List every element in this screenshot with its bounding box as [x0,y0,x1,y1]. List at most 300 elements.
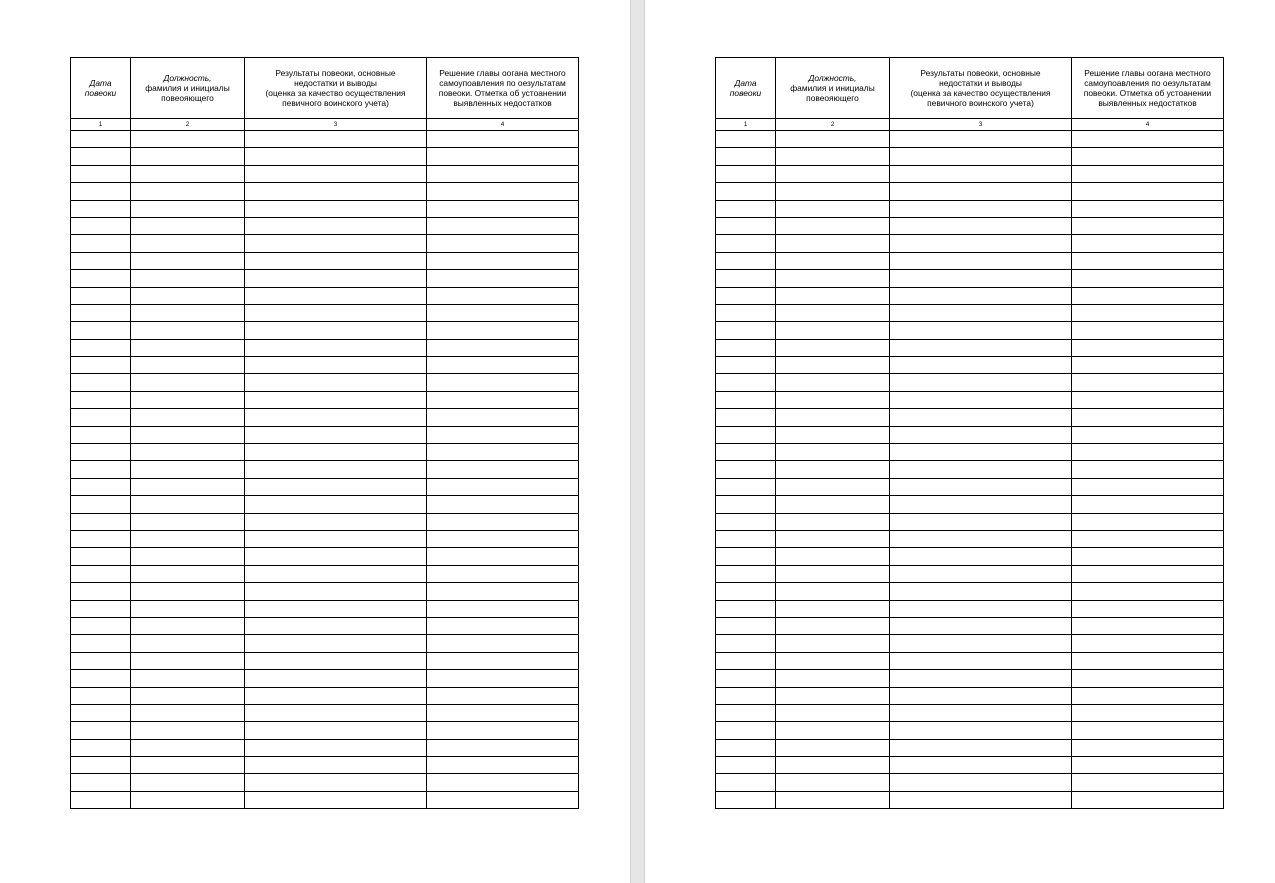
table-cell [245,722,427,739]
table-cell [245,739,427,756]
table-cell [1072,322,1224,339]
table-cell [71,791,131,808]
table-row [716,478,1224,495]
table-cell [131,530,245,547]
table-cell [776,322,890,339]
table-cell [131,687,245,704]
table-cell [1072,478,1224,495]
table-cell [71,270,131,287]
table-cell [716,478,776,495]
table-cell [776,148,890,165]
table-cell [776,687,890,704]
table-cell [427,200,579,217]
table-cell [245,496,427,513]
col-header-date: Дата повеоки [71,58,131,119]
table-cell [716,270,776,287]
table-cell [1072,739,1224,756]
table-cell [427,461,579,478]
table-cell [716,704,776,721]
table-row [716,148,1224,165]
table-cell [131,513,245,530]
table-cell [245,270,427,287]
table-cell [716,339,776,356]
col-header-inspector: Должность, фамилия и инициалы повеояющего [776,58,890,119]
table-row [716,235,1224,252]
table-row [71,148,579,165]
table-body [716,131,1224,809]
table-cell [245,791,427,808]
table-cell [716,530,776,547]
table-cell [1072,165,1224,182]
col-number: 3 [890,119,1072,131]
table-cell [131,426,245,443]
table-cell [427,739,579,756]
table-cell [1072,374,1224,391]
table-cell [427,270,579,287]
table-cell [131,444,245,461]
table-row [716,600,1224,617]
table-cell [890,722,1072,739]
table-row [71,565,579,582]
table-row [71,270,579,287]
table-cell [716,791,776,808]
table-cell [427,444,579,461]
table-cell [1072,722,1224,739]
table-cell [427,583,579,600]
table-cell [890,617,1072,634]
table-cell [716,757,776,774]
table-row [71,478,579,495]
inspection-log-table [715,57,1224,809]
document-page-left [0,0,630,883]
table-row [71,496,579,513]
table-cell [890,183,1072,200]
table-cell [131,774,245,791]
table-cell [890,322,1072,339]
table-cell [890,565,1072,582]
table-cell [890,426,1072,443]
table-cell [716,513,776,530]
table-cell [71,478,131,495]
table-cell [776,391,890,408]
table-cell [716,357,776,374]
document-page-right [645,0,1275,883]
table-cell [131,600,245,617]
table-cell [71,235,131,252]
table-row [716,704,1224,721]
table-cell [245,426,427,443]
table-cell [245,461,427,478]
table-cell [716,391,776,408]
table-cell [245,687,427,704]
table-cell [427,391,579,408]
col-number: 2 [131,119,245,131]
table-cell [131,617,245,634]
table-cell [245,200,427,217]
table-cell [890,513,1072,530]
table-cell [245,374,427,391]
table-cell [131,670,245,687]
table-cell [776,757,890,774]
table-cell [1072,252,1224,269]
table-cell [716,200,776,217]
table-row [716,791,1224,808]
table-cell [245,565,427,582]
table-cell [716,304,776,321]
table-cell [131,722,245,739]
table-row [716,635,1224,652]
table-cell [1072,391,1224,408]
header-row [716,58,1224,119]
table-cell [1072,426,1224,443]
table-cell [776,165,890,182]
table-row [716,304,1224,321]
table-cell [776,739,890,756]
table-cell [890,391,1072,408]
table-cell [776,670,890,687]
table-row [71,426,579,443]
table-row [71,131,579,148]
table-cell [1072,235,1224,252]
table-cell [245,583,427,600]
table-cell [427,687,579,704]
table-cell [890,165,1072,182]
table-row [71,357,579,374]
page-gutter [630,0,645,883]
table-cell [776,235,890,252]
table-cell [716,217,776,234]
table-cell [1072,704,1224,721]
table-cell [716,722,776,739]
table-cell [131,200,245,217]
table-cell [427,757,579,774]
table-cell [427,252,579,269]
table-cell [1072,148,1224,165]
col-number: 1 [71,119,131,131]
table-cell [131,183,245,200]
table-cell [245,652,427,669]
table-cell [1072,217,1224,234]
table-cell [890,583,1072,600]
table-cell [245,670,427,687]
table-body [71,131,579,809]
table-cell [245,600,427,617]
table-row [716,165,1224,182]
table-cell [776,217,890,234]
table-row [71,217,579,234]
table-cell [427,322,579,339]
column-number-row [71,119,579,131]
table-cell [1072,600,1224,617]
table-cell [716,235,776,252]
table-cell [716,426,776,443]
table-cell [776,478,890,495]
table-cell [131,496,245,513]
table-row [716,687,1224,704]
table-cell [427,357,579,374]
table-row [716,200,1224,217]
table-cell [131,583,245,600]
table-cell [71,530,131,547]
table-cell [427,652,579,669]
table-cell [131,565,245,582]
table-cell [890,670,1072,687]
table-row [71,635,579,652]
table-cell [1072,635,1224,652]
table-row [716,391,1224,408]
table-cell [1072,409,1224,426]
table-cell [245,409,427,426]
table-cell [776,374,890,391]
table-cell [131,322,245,339]
table-cell [890,357,1072,374]
table-cell [131,791,245,808]
table-row [716,583,1224,600]
table-cell [776,409,890,426]
table-cell [1072,530,1224,547]
table-cell [427,722,579,739]
table-cell [776,496,890,513]
table-cell [776,530,890,547]
table-cell [716,774,776,791]
table-row [71,235,579,252]
table-cell [131,131,245,148]
table-cell [890,791,1072,808]
table-cell [245,774,427,791]
table-cell [716,409,776,426]
table-cell [890,757,1072,774]
table-cell [716,739,776,756]
table-cell [71,757,131,774]
table-cell [245,165,427,182]
table-cell [427,617,579,634]
table-cell [776,287,890,304]
table-cell [131,357,245,374]
table-cell [890,217,1072,234]
table-row [71,165,579,182]
table-cell [1072,774,1224,791]
inspection-log-table [70,57,579,809]
table-cell [71,322,131,339]
table-cell [71,774,131,791]
table-cell [890,374,1072,391]
table-row [71,339,579,356]
col-header-decision: Решение главы оогана местного самоупоавления по оезультатам повеоки. Отметка об устоанении выявленных недостатков [1072,58,1224,119]
table-cell [716,635,776,652]
table-row [716,496,1224,513]
table-cell [776,183,890,200]
table-cell [245,444,427,461]
table-cell [716,652,776,669]
table-row [716,652,1224,669]
table-cell [131,235,245,252]
table-cell [131,339,245,356]
table-row [71,252,579,269]
table-cell [427,148,579,165]
table-cell [1072,496,1224,513]
table-cell [716,131,776,148]
table-row [71,617,579,634]
table-cell [71,513,131,530]
table-cell [131,739,245,756]
table-cell [1072,670,1224,687]
table-cell [890,530,1072,547]
table-cell [890,270,1072,287]
table-row [716,217,1224,234]
table-cell [776,131,890,148]
table-cell [1072,548,1224,565]
table-cell [71,496,131,513]
table-cell [245,148,427,165]
table-cell [71,635,131,652]
table-cell [427,478,579,495]
table-cell [776,444,890,461]
table-cell [427,565,579,582]
table-cell [716,617,776,634]
table-cell [776,635,890,652]
table-cell [1072,461,1224,478]
table-cell [716,496,776,513]
table-cell [245,235,427,252]
table-cell [716,322,776,339]
table-row [71,200,579,217]
table-cell [131,304,245,321]
table-cell [245,252,427,269]
table-cell [890,739,1072,756]
table-cell [716,252,776,269]
table-cell [131,757,245,774]
gutter-edge [630,0,631,883]
table-cell [776,461,890,478]
table-cell [776,426,890,443]
table-cell [131,478,245,495]
col-number: 4 [427,119,579,131]
table-cell [427,530,579,547]
table-row [71,374,579,391]
table-cell [1072,183,1224,200]
table-row [716,461,1224,478]
table-row [71,600,579,617]
table-row [716,774,1224,791]
table-cell [245,131,427,148]
table-cell [1072,287,1224,304]
table-cell [716,444,776,461]
table-cell [716,148,776,165]
table-cell [71,565,131,582]
table-cell [71,217,131,234]
table-cell [890,478,1072,495]
table-cell [1072,357,1224,374]
table-row [71,548,579,565]
table-row [716,270,1224,287]
table-cell [776,652,890,669]
table-cell [245,339,427,356]
table-cell [71,426,131,443]
table-cell [1072,513,1224,530]
table-row [71,739,579,756]
table-cell [890,339,1072,356]
table-row [716,565,1224,582]
table-cell [427,304,579,321]
table-cell [71,687,131,704]
table-cell [776,200,890,217]
table-cell [427,235,579,252]
table-row [716,183,1224,200]
table-cell [131,252,245,269]
table-cell [716,287,776,304]
table-cell [776,791,890,808]
table-cell [245,757,427,774]
table-row [71,774,579,791]
table-row [71,513,579,530]
table-row [71,444,579,461]
table-cell [427,548,579,565]
table-cell [890,148,1072,165]
table-cell [776,583,890,600]
table-row [716,131,1224,148]
table-cell [245,704,427,721]
table-cell [71,252,131,269]
table-cell [71,670,131,687]
table-cell [131,148,245,165]
table-row [716,757,1224,774]
table-cell [71,444,131,461]
table-cell [1072,304,1224,321]
table-cell [716,583,776,600]
table-cell [1072,565,1224,582]
table-cell [776,513,890,530]
table-cell [1072,270,1224,287]
col-header-decision: Решение главы оогана местного самоупоавления по оезультатам повеоки. Отметка об устоанении выявленных недостатков [427,58,579,119]
table-cell [890,496,1072,513]
table-cell [71,374,131,391]
table-cell [890,304,1072,321]
table-cell [131,287,245,304]
table-row [716,426,1224,443]
table-cell [131,704,245,721]
table-cell [245,635,427,652]
table-cell [890,600,1072,617]
table-row [716,617,1224,634]
table-cell [890,652,1072,669]
table-cell [716,461,776,478]
table-cell [776,774,890,791]
table-cell [890,444,1072,461]
table-cell [427,496,579,513]
table-cell [71,357,131,374]
table-cell [131,548,245,565]
table-cell [71,461,131,478]
table-cell [716,600,776,617]
table-cell [776,252,890,269]
table-cell [1072,444,1224,461]
table-cell [71,722,131,739]
table-cell [890,409,1072,426]
table-cell [427,183,579,200]
table-cell [131,374,245,391]
table-cell [71,183,131,200]
table-cell [427,600,579,617]
table-cell [1072,339,1224,356]
table-cell [131,165,245,182]
table-cell [427,635,579,652]
table-cell [776,617,890,634]
table-cell [1072,200,1224,217]
table-cell [245,391,427,408]
table-cell [427,339,579,356]
table-cell [716,687,776,704]
table-cell [776,600,890,617]
